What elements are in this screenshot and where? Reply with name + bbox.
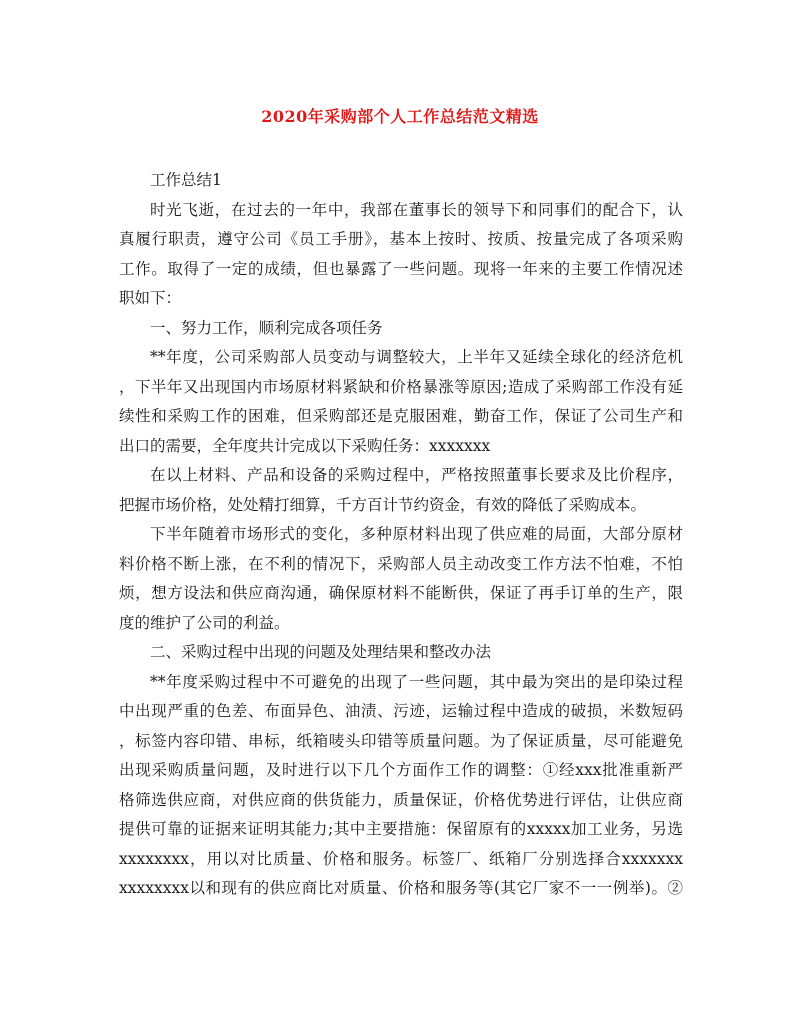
text-line: 中出现严重的色差、布面异色、油渍、污迹，运输过程中造成的破损，米数短码 xyxy=(119,702,683,720)
document-title: 2020年采购部个人工作总结范文精选 xyxy=(261,107,539,126)
text-line: 料价格不断上涨，在不利的情况下，采购部人员主动改变工作方法不怕难，不怕 xyxy=(119,554,683,573)
text-line: 时光飞逝，在过去的一年中，我部在董事长的领导下和同事们的配合下，认 xyxy=(150,200,683,219)
text-line: 在以上材料、产品和设备的采购过程中，严格按照董事长要求及比价程序， xyxy=(150,466,683,484)
text-line: ，下半年又出现国内市场原材料紧缺和价格暴涨等原因;造成了采购部工作没有延 xyxy=(119,377,683,396)
text-line: 提供可靠的证据来证明其能力;其中主要措施：保留原有的xxxxx加工业务，另选 xyxy=(119,820,683,838)
text-line: **年度，公司采购部人员变动与调整较大，上半年又延续全球化的经济危机 xyxy=(150,348,683,366)
document-body xyxy=(119,166,683,904)
text-line: 烦，想方设法和供应商沟通，确保原材料不能断供，保证了再手订单的生产，限 xyxy=(119,584,683,602)
text-line: 职如下： xyxy=(119,289,182,307)
text-line: 度的维护了公司的利益。 xyxy=(119,613,290,632)
text-line: 续性和采购工作的困难，但采购部还是克服困难，勤奋工作，保证了公司生产和 xyxy=(119,407,683,425)
text-line: 二、采购过程中出现的问题及处理结果和整改办法 xyxy=(150,643,492,661)
text-line: 出口的需要，全年度共计完成以下采购任务：xxxxxxx xyxy=(119,436,491,455)
text-line: xxxxxxxx，用以对比质量、价格和服务。标签厂、纸箱厂分别选择合xxxxxxx xyxy=(119,849,683,868)
text-line: ，标签内容印错、串标，纸箱唛头印错等质量问题。为了保证质量，尽可能避免 xyxy=(119,731,683,750)
text-line: 一、努力工作，顺利完成各项任务 xyxy=(150,318,383,337)
text-line: 格筛选供应商，对供应商的供货能力，质量保证，价格优势进行评估，让供应商 xyxy=(119,790,683,809)
text-line: 把握市场价格，处处精打细算，千方百计节约资金，有效的降低了采购成本。 xyxy=(119,495,647,514)
text-line: 工作。取得了一定的成绩，但也暴露了一些问题。现将一年来的主要工作情况述 xyxy=(119,259,683,278)
text-line: xxxxxxxx以和现有的供应商比对质量、价格和服务等(其它厂家不一一例举)。② xyxy=(119,879,683,897)
text-line: 工作总结1 xyxy=(150,171,222,189)
text-line: 出现采购质量问题，及时进行以下几个方面作工作的调整：①经xxx批准重新严 xyxy=(119,761,683,779)
text-line: 下半年随着市场形式的变化，多种原材料出现了供应难的局面，大部分原材 xyxy=(150,525,683,543)
text-line: **年度采购过程中不可避免的出现了一些问题，其中最为突出的是印染过程 xyxy=(150,672,683,691)
text-line: 真履行职责，遵守公司《员工手册》，基本上按时、按质、按量完成了各项采购 xyxy=(119,230,683,248)
